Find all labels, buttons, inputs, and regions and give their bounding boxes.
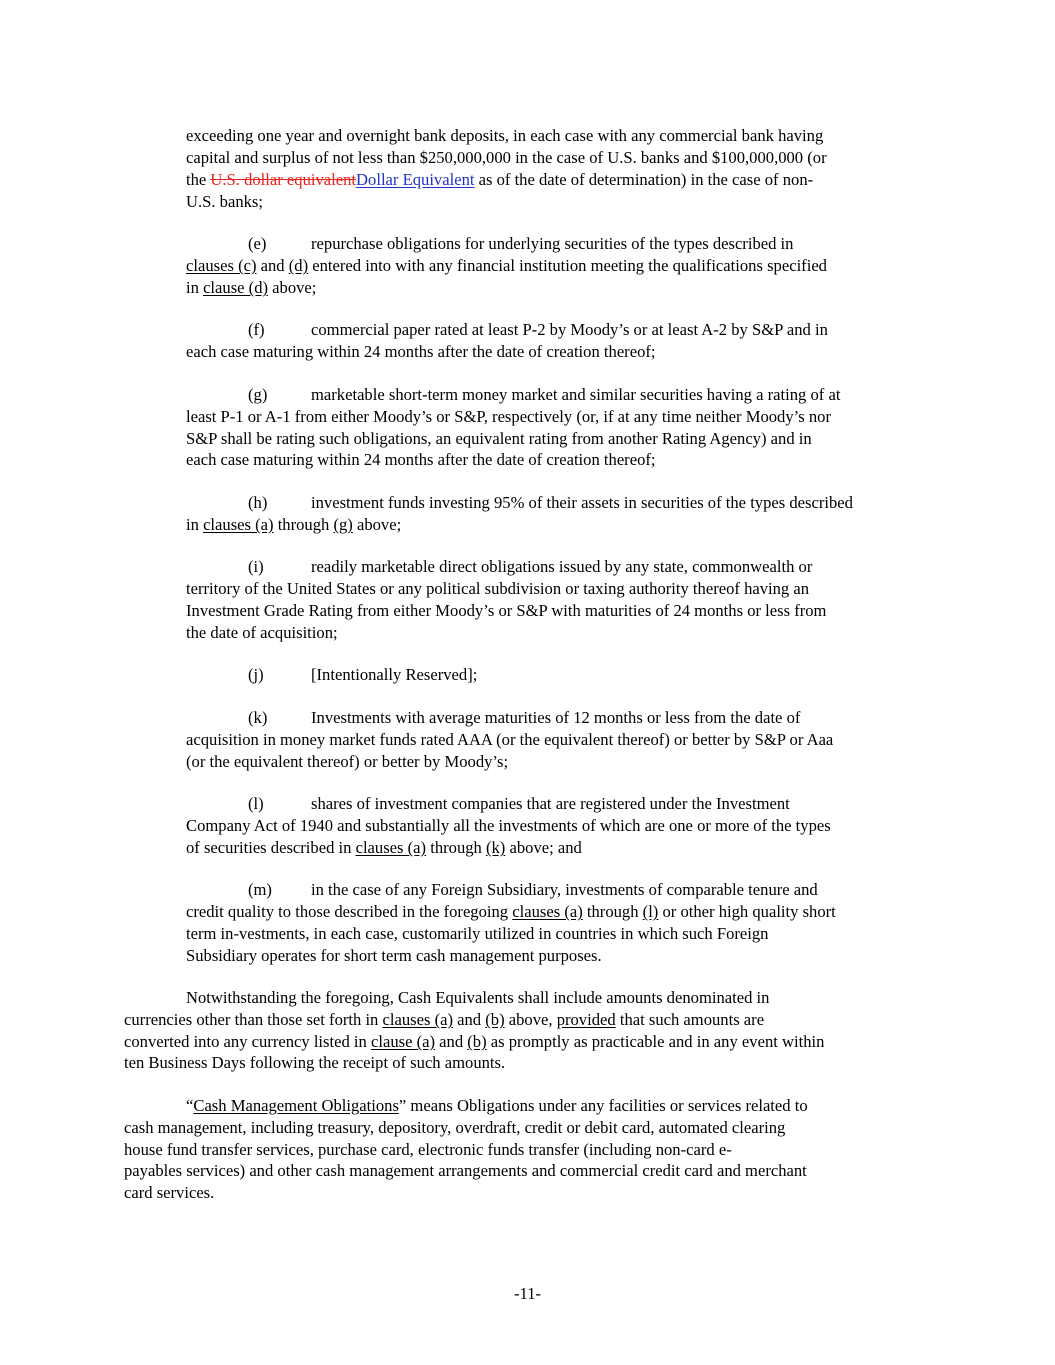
text-line: each case maturing within 24 months after the date of creation thereof;: [186, 450, 656, 469]
clause-label: (e): [248, 234, 267, 253]
clause-label: (h): [248, 493, 268, 512]
text-line: capital and surplus of not less than $250,000,000 in the case of U.S. banks and $100,000,000 (or: [186, 148, 827, 167]
clause-reference: clauses (a): [512, 902, 583, 921]
text-line: cash management, including treasury, depository, overdraft, credit or debit card, automated clearing: [124, 1118, 786, 1137]
text-segment: through: [273, 515, 334, 534]
text-line: commercial paper rated at least P-2 by Moody’s or at least A-2 by S&P and in: [311, 320, 828, 339]
clause-label: (i): [248, 557, 264, 576]
text-segment: entered into with any financial institution meeting the qualifications specified: [308, 256, 827, 275]
text-line: repurchase obligations for underlying securities of the types described in: [311, 234, 794, 253]
text-line: U.S. banks;: [186, 192, 263, 211]
text-segment: in: [186, 515, 204, 534]
clause-reference: (k): [485, 838, 506, 857]
text-segment: converted into any currency listed in: [124, 1032, 371, 1051]
text-line: [124, 1031, 824, 1053]
text-segment: and: [452, 1010, 486, 1029]
clause-reference: clauses (a): [355, 838, 427, 857]
text-line: in the case of any Foreign Subsidiary, investments of comparable tenure and: [311, 880, 818, 899]
text-line: [186, 255, 827, 277]
text-segment: credit quality to those described in the foregoing: [186, 902, 513, 921]
clause-reference: clause (d): [203, 278, 269, 297]
text-line: each case maturing within 24 months after the date of creation thereof;: [186, 342, 656, 361]
text-line: marketable short-term money market and similar securities having a rating of at: [311, 385, 841, 404]
text-line: payables services) and other cash management arrangements and commercial credit card and merchant: [124, 1161, 807, 1180]
clause-reference: clause (a): [370, 1032, 436, 1051]
text-segment: above,: [504, 1010, 557, 1029]
text-segment: the: [186, 170, 211, 189]
text-line: Subsidiary operates for short term cash management purposes.: [186, 946, 602, 965]
text-segment: and: [435, 1032, 468, 1051]
text-segment: through: [426, 838, 486, 857]
clause-reference: (b): [467, 1032, 487, 1051]
clause-reference: (b): [485, 1010, 505, 1029]
text-segment: above;: [268, 278, 317, 297]
text-line: acquisition in money market funds rated AAA (or the equivalent thereof) or better by S&P or Aaa: [186, 730, 834, 749]
clause-reference: (d): [288, 256, 309, 275]
text-segment: of securities described in: [186, 838, 356, 857]
text-line: the date of acquisition;: [186, 623, 338, 642]
text-line: [Intentionally Reserved];: [311, 665, 478, 684]
text-line: [186, 901, 836, 923]
text-segment: “: [186, 1096, 194, 1115]
text-line: [186, 514, 401, 536]
clause-label: (l): [248, 794, 264, 813]
text-line: Investments with average maturities of 12 months or less from the date of: [311, 708, 801, 727]
text-segment: ” means Obligations under any facilities or services related to: [398, 1096, 808, 1115]
text-segment: as promptly as practicable and in any event within: [486, 1032, 825, 1051]
text-line: term in-vestments, in each case, customarily utilized in countries in which such Foreign: [186, 924, 769, 943]
text-segment: above; and: [505, 838, 582, 857]
clause-label: (m): [248, 880, 272, 899]
clause-reference: clauses (c): [186, 256, 257, 275]
deleted-text: U.S. dollar equivalent: [210, 170, 357, 189]
text-line: ten Business Days following the receipt of such amounts.: [124, 1053, 506, 1072]
text-line: [186, 169, 813, 191]
text-line: Company Act of 1940 and substantially all the investments of which are one or more of the types: [186, 816, 831, 835]
text-line: S&P shall be rating such obligations, an equivalent rating from another Rating Agency) and in: [186, 429, 812, 448]
text-segment: and: [256, 256, 289, 275]
inserted-text: Dollar Equivalent: [356, 170, 475, 189]
text-line: card services.: [124, 1183, 215, 1202]
text-segment: currencies other than those set forth in: [124, 1010, 383, 1029]
text-line: shares of investment companies that are registered under the Investment: [311, 794, 790, 813]
text-line: (or the equivalent thereof) or better by Moody’s;: [186, 752, 509, 771]
text-line: Investment Grade Rating from either Moody’s or S&P with maturities of 24 months or less from: [186, 601, 827, 620]
text-line: house fund transfer services, purchase card, electronic funds transfer (including non-card e-: [124, 1140, 732, 1159]
clause-reference: clauses (a): [382, 1010, 453, 1029]
text-line: exceeding one year and overnight bank deposits, in each case with any commercial bank having: [186, 126, 824, 145]
clause-reference: (g): [333, 515, 353, 534]
text-line: Notwithstanding the foregoing, Cash Equivalents shall include amounts denominated in: [186, 988, 770, 1007]
text-line: readily marketable direct obligations issued by any state, commonwealth or: [311, 557, 813, 576]
proviso-term: provided: [556, 1010, 616, 1029]
text-line: [186, 277, 316, 299]
clause-label: (g): [248, 385, 268, 404]
text-line: [124, 1009, 764, 1031]
defined-term: Cash Management Obligations: [193, 1096, 399, 1115]
text-segment: above;: [352, 515, 402, 534]
text-segment: that such amounts are: [615, 1010, 765, 1029]
text-segment: in: [186, 278, 204, 297]
text-line: [186, 837, 582, 859]
text-line: least P-1 or A-1 from either Moody’s or S&P, respectively (or, if at any time neither Moody’s nor: [186, 407, 831, 426]
text-line: [186, 1095, 808, 1117]
clause-reference: clauses (a): [203, 515, 274, 534]
page-number: -11-: [513, 1284, 542, 1303]
text-line: investment funds investing 95% of their assets in securities of the types described: [311, 493, 853, 512]
text-line: territory of the United States or any political subdivision or taxing authority thereof having an: [186, 579, 810, 598]
text-segment: through: [582, 902, 643, 921]
clause-label: (k): [248, 708, 268, 727]
clause-label: (f): [248, 320, 265, 339]
clause-label: (j): [248, 665, 264, 684]
text-segment: or other high quality short: [658, 902, 836, 921]
text-segment: as of the date of determination) in the case of non-: [474, 170, 814, 189]
clause-reference: (l): [642, 902, 659, 921]
